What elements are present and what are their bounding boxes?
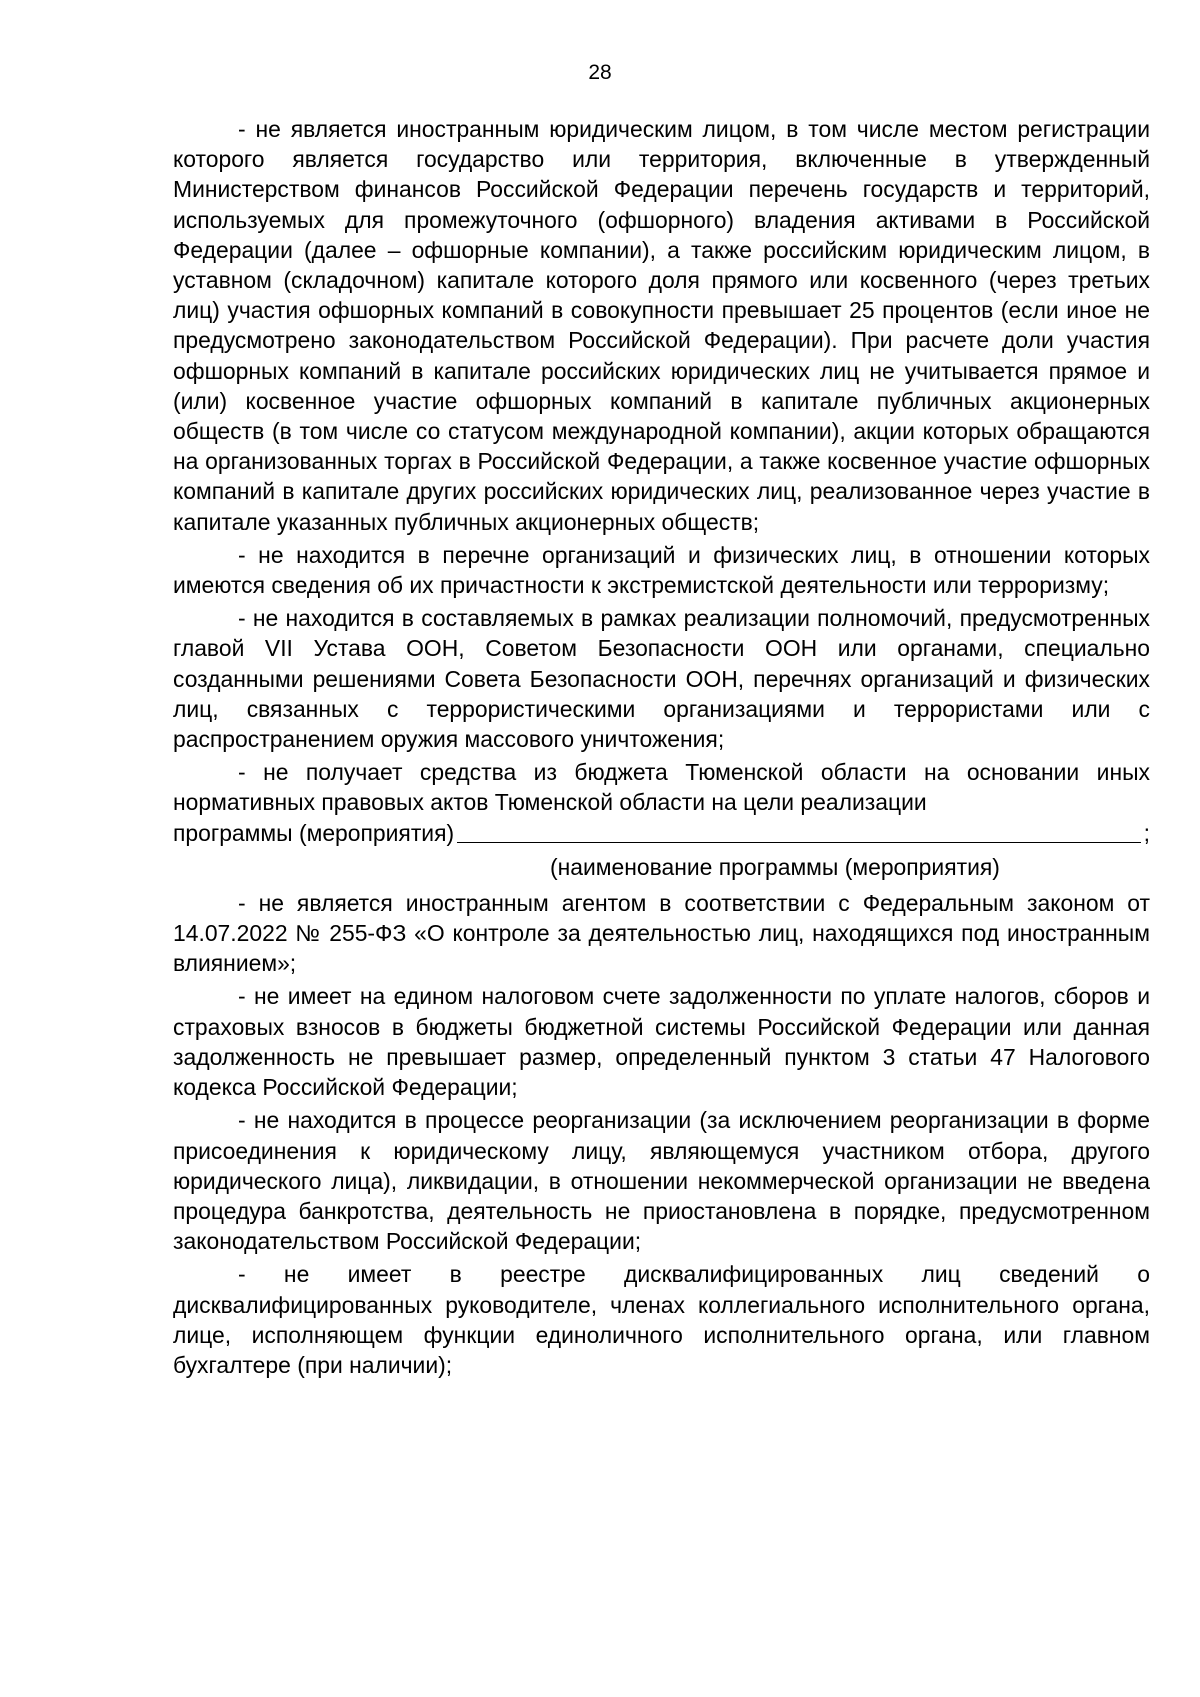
page-number: 28 [588, 61, 612, 84]
document-body [173, 114, 1150, 1383]
paragraph-reorganization: - не находится в процессе реорганизации (за исключением реорганизации в форме присоединения к юридическому лицу, являющемуся участником отбора, другого юридического лица), ликвидации, в отношении некоммерческой организации не введена процедура банкротства, деятельность не приостановлена в порядке, предусмотренном законодательством Российской Федерации; [173, 1107, 1150, 1255]
paragraph-un-sanctions-list: - не находится в составляемых в рамках реализации полномочий, предусмотренных главой VII Устава ООН, Советом Безопасности ООН или органами, специально созданными решениями Совета Безопасности ООН, перечнях организаций и физических лиц, связанных с террористическими организациями и террористами или с распространением оружия массового уничтожения; [173, 605, 1150, 753]
program-label: программы (мероприятия) [173, 819, 455, 846]
paragraph-foreign-agent: - не является иностранным агентом в соответствии с Федеральным законом от 14.07.2022 № 255-ФЗ «О контроле за деятельностью лиц, находящихся под иностранным влиянием»; [173, 889, 1150, 977]
paragraph-tax-debt: - не имеет на едином налоговом счете задолженности по уплате налогов, сборов и страховых взносов в бюджеты бюджетной системы Российской Федерации или данная задолженность не превышает размер, определенный пунктом 3 статьи 47 Налогового кодекса Российской Федерации; [173, 983, 1150, 1101]
paragraph-offshore: - не является иностранным юридическим лицом, в том числе местом регистрации которого является государство или территория, включенные в утвержденный Министерством финансов Российской Федерации перечень государств и территорий, используемых для промежуточного (офшорного) владения активами в Российской Федерации (далее – офшорные компании), а также российским юридическим лицом, в уставном (складочном) капитале которого доля прямого или косвенного (через третьих лиц) участия офшорных компаний в совокупности превышает 25 процентов (если иное не предусмотрено законодательством Российской Федерации). При расчете доли участия офшорных компаний в капитале российских юридических лиц не учитывается прямое и (или) косвенное участие офшорных компаний в капитале публичных акционерных обществ (в том числе со статусом международной компании), акции которых обращаются на организованных торгах в Российской Федерации, а также косвенное участие офшорных компаний в капитале других российских юридических лиц, реализованное через участие в капитале указанных публичных акционерных обществ; [173, 116, 1150, 535]
program-fill-line [173, 818, 1150, 848]
program-line-end: ; [1143, 819, 1150, 846]
program-caption: (наименование программы (мероприятия) [550, 853, 1000, 880]
paragraph-budget-funds: - не получает средства из бюджета Тюменской области на основании иных нормативных правовых актов Тюменской области на цели реализации [173, 759, 1150, 816]
program-blank-field [457, 841, 1141, 843]
paragraph-extremism-list: - не находится в перечне организаций и физических лиц, в отношении которых имеются сведения об их причастности к экстремистской деятельности или терроризму; [173, 541, 1150, 599]
paragraph-disqualified-persons: - не имеет в реестре дисквалифицированных лиц сведений о дисквалифицированных руководителе, членах коллегиального исполнительного органа, лице, исполняющем функции единоличного исполнительного органа, или главном бухгалтере (при наличии); [173, 1261, 1150, 1378]
